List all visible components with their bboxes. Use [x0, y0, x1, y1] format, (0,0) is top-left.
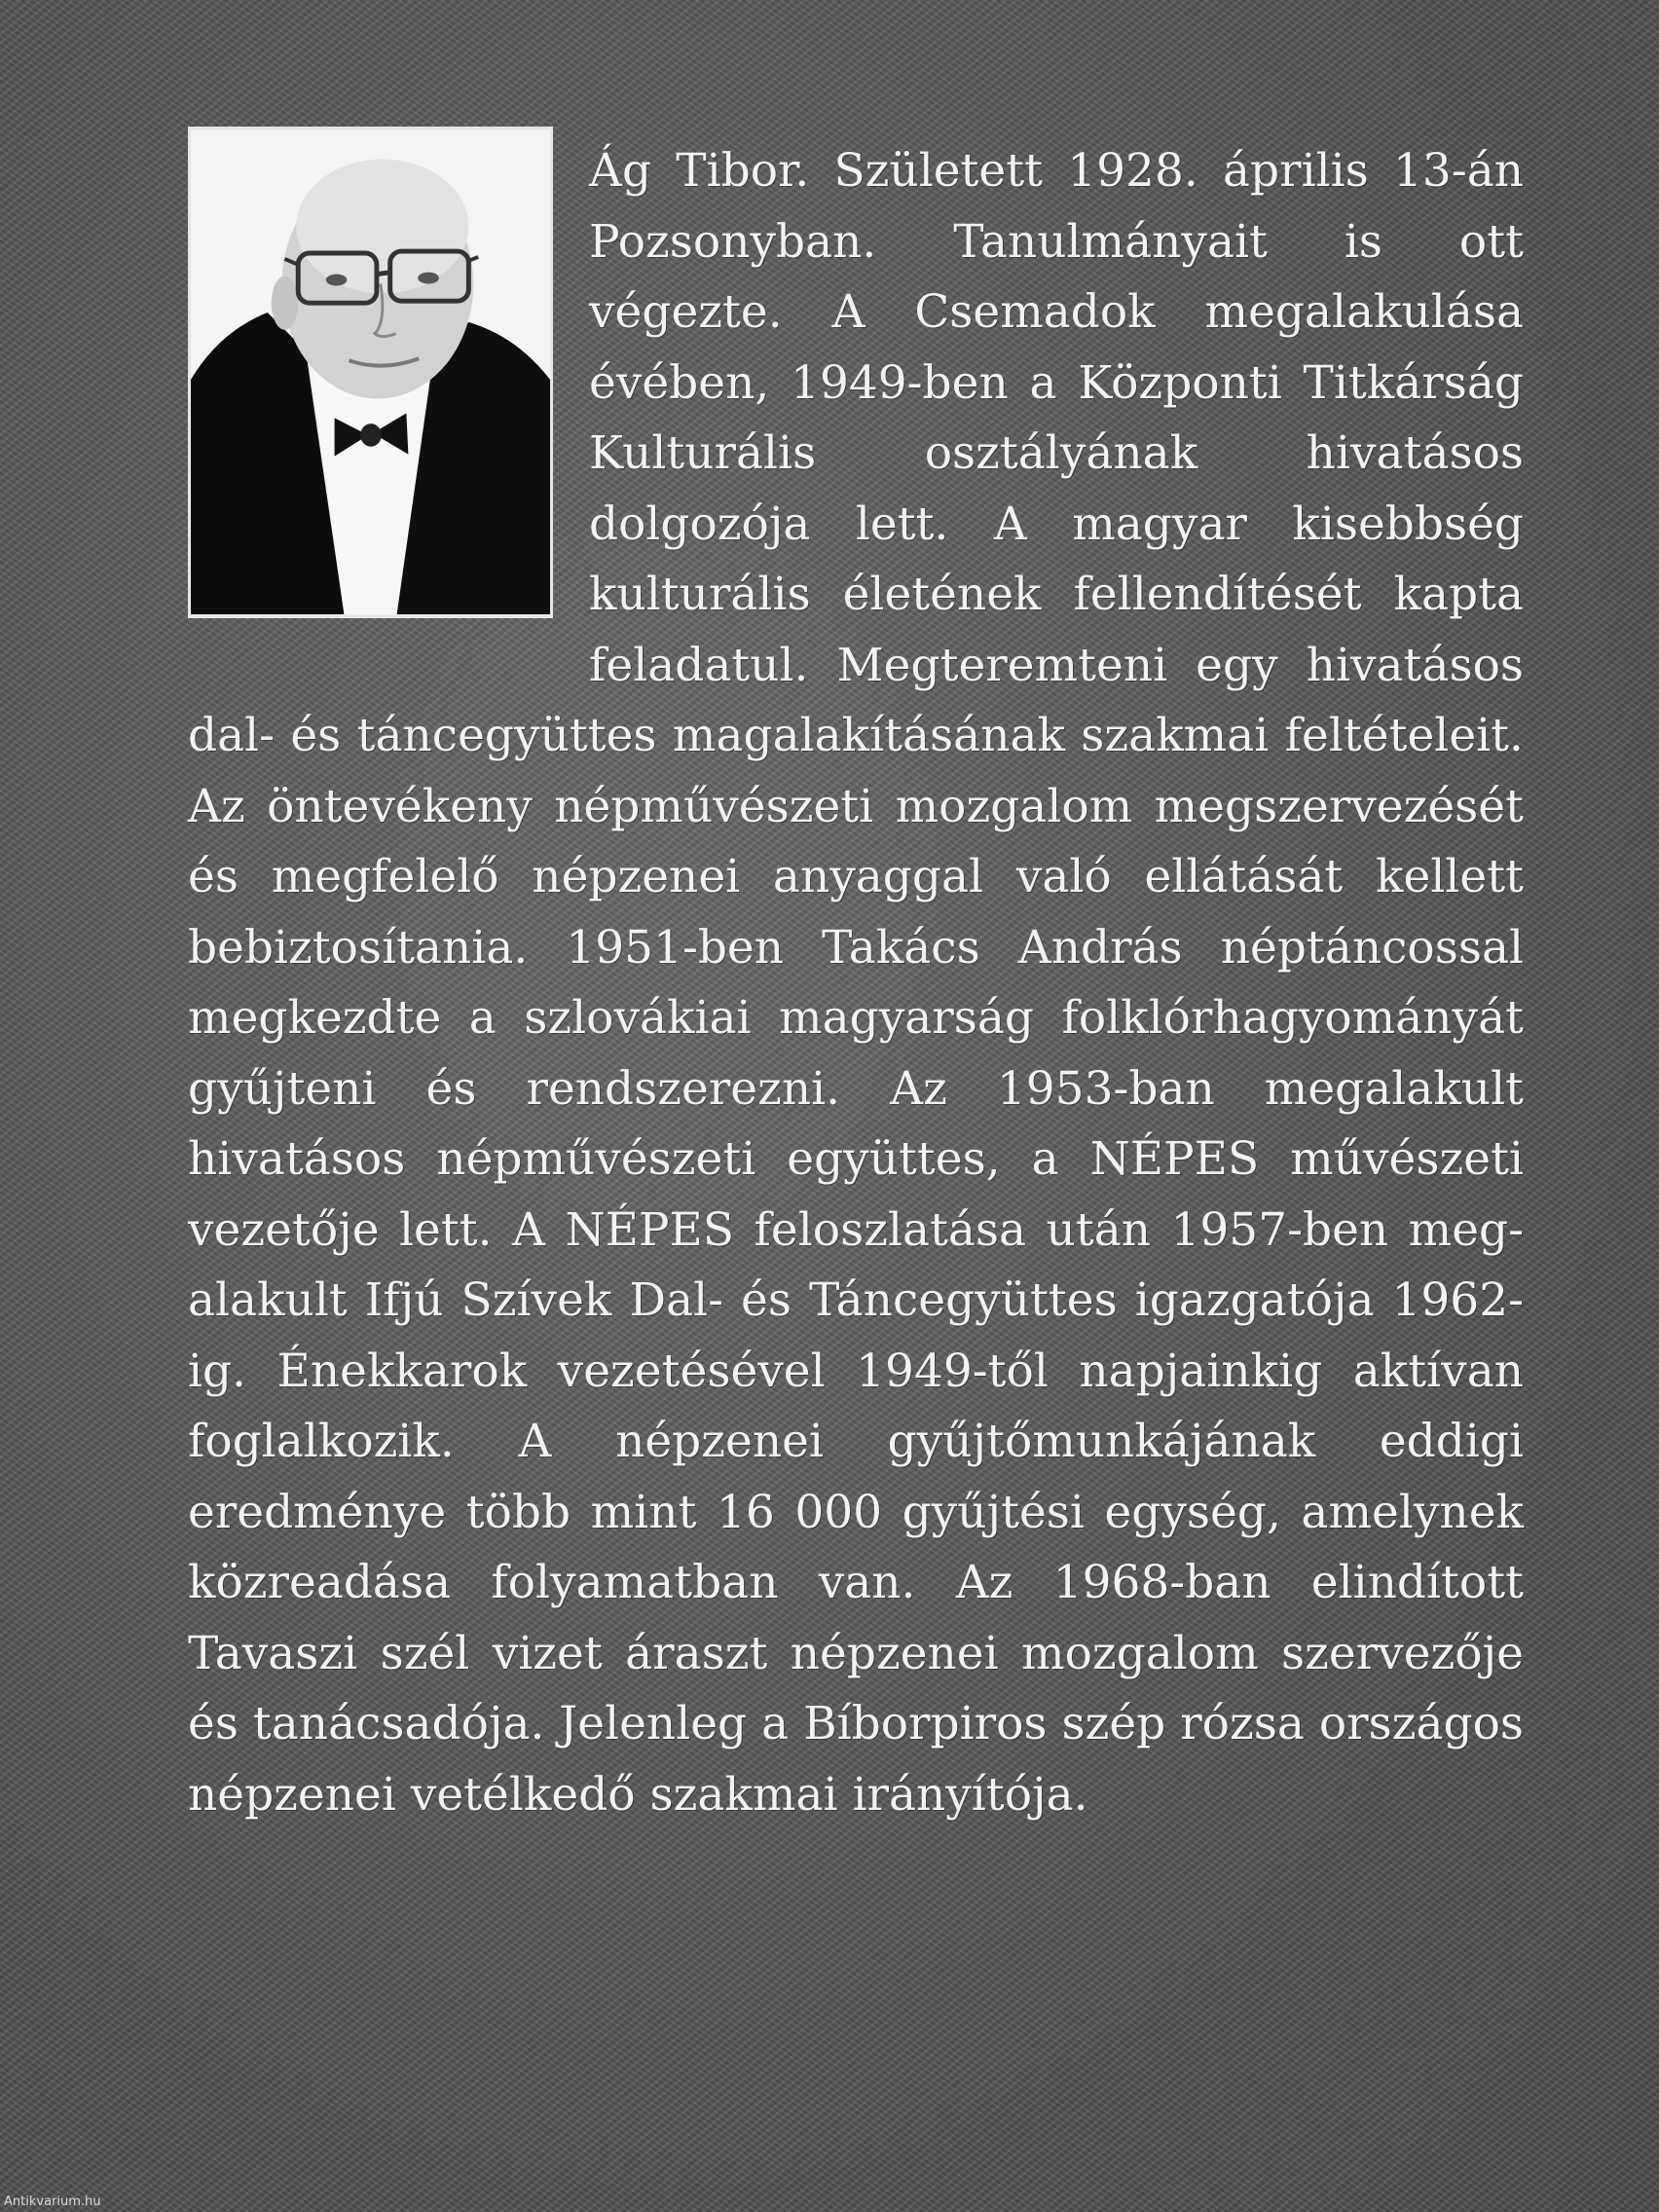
- photo-wrap-spacer: [188, 136, 589, 643]
- author-biography: [188, 136, 1524, 1830]
- biography-text: Ág Tibor. Született 1928. április 13-án Pozsonyban. Tanulmányait is ott végezte. A Csemadok megalakulása évében, 1949-ben a Központi Titkárság Kulturális osztályának hivatásos dolgozója lett. A magyar kisebbség kulturális életének fellendítését kapta feladatul. Megteremteni egy hivatásos dal- és táncegyüttes magalakításának szakmai feltételeit. Az öntevékeny népművészeti mozgalom megszervezését és megfelelő népzenei anyaggal való ellátását kellett bebiztosítania. 1951-ben Takács András néptáncossal megkezdte a szlovákiai magyarság folklórhagyományát gyűjteni és rendszerezni. Az 1953-ban megalakult hivatásos népművészeti együttes, a NÉPES művészeti vezetője lett. A NÉPES feloszlatása után 1957-ben megalakult Ifjú Szívek Dal- és Táncegyüttes igazgatója 1962-ig. Énekkarok vezetésével 1949-től napjainkig aktívan foglalkozik. A népzenei gyűjtőmunkájának eddigi eredménye több mint 16 000 gyűjtési egység, amelynek közreadása folyamatban van. Az 1968-ban elindított Tavaszi szél vizet áraszt népzenei mozgalom szervezője és tanácsadója. Jelenleg a Bíborpiros szép rózsa országos népzenei vetélkedő szakmai irányítója.: [188, 144, 1524, 1822]
- site-watermark: Antikvarium.hu: [4, 2194, 101, 2209]
